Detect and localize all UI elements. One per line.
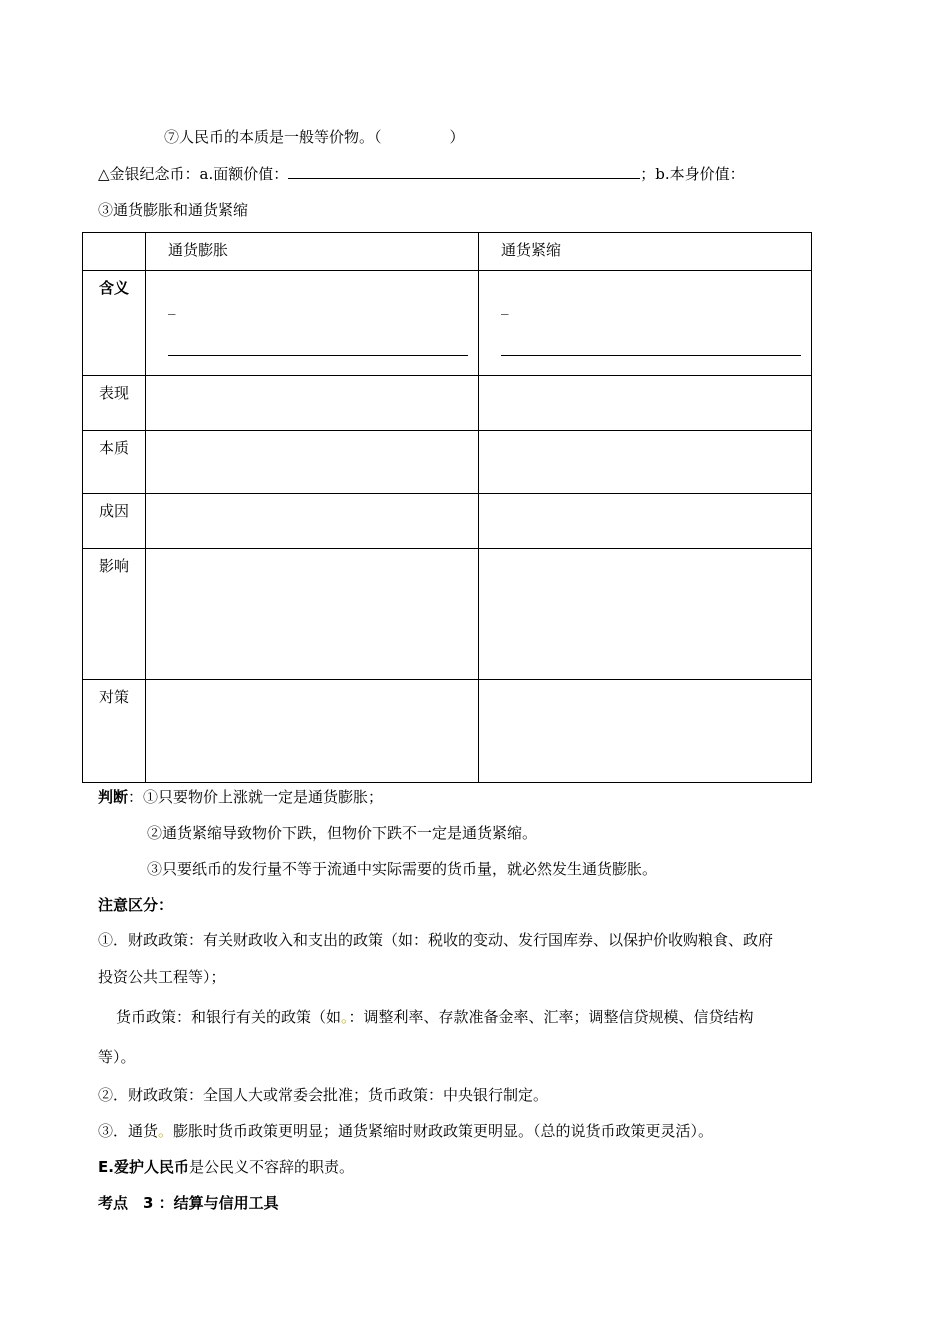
- row-label-meaning: 含义: [99, 279, 130, 297]
- judge-item-3: ③只要纸币的发行量不等于流通中实际需要的货币量，就必然发生通货膨胀。: [147, 860, 658, 878]
- notes-title: 注意区分：: [98, 896, 174, 914]
- row-label-cell: [83, 271, 146, 376]
- coin-face-value-blank[interactable]: [288, 164, 640, 179]
- notes-p2-dot: 。: [341, 1008, 349, 1026]
- cause-deflation-cell[interactable]: [479, 494, 812, 549]
- judge-colon: ：: [128, 788, 144, 806]
- table-row: [83, 376, 812, 431]
- question-7: [164, 127, 465, 147]
- row-label-countermeasure: 对策: [99, 688, 130, 706]
- meaning-deflation-blank[interactable]: [501, 355, 801, 356]
- notes-p2-a1: 货币政策：和银行有关的政策（如: [116, 1008, 342, 1026]
- question-7-close: ）: [449, 128, 465, 146]
- header-inflation: 通货膨胀: [168, 241, 229, 259]
- cause-inflation-cell[interactable]: [146, 494, 479, 549]
- row-label-impact: 影响: [99, 557, 130, 575]
- inflation-deflation-table: [82, 232, 812, 783]
- table-row: [83, 271, 812, 376]
- row-label-cell: [83, 376, 146, 431]
- row-label-manifestation: 表现: [99, 384, 130, 402]
- notes-p4-a: ③．通货: [98, 1122, 159, 1140]
- header-deflation-cell: [479, 233, 812, 271]
- manifestation-deflation-cell[interactable]: [479, 376, 812, 431]
- coin-separator: ；b.本身价值：: [640, 165, 745, 183]
- essence-deflation-cell[interactable]: [479, 431, 812, 494]
- row-label-essence: 本质: [99, 439, 130, 457]
- notes-e-rest: 是公民义不容辞的职责。: [188, 1158, 354, 1176]
- meaning-inflation-cell[interactable]: [146, 271, 479, 376]
- table-header-row: [83, 233, 812, 271]
- judge-line-1: [98, 787, 383, 807]
- row-label-cell: [83, 680, 146, 783]
- notes-p2-a2: ：调整利率、存款准备金率、汇率；调整信贷规模、信贷结构: [348, 1008, 754, 1026]
- question-7-text: ⑦人民币的本质是一般等价物。（: [164, 128, 382, 146]
- blank-mark: _: [501, 297, 509, 315]
- manifestation-inflation-cell[interactable]: [146, 376, 479, 431]
- header-empty-cell: [83, 233, 146, 271]
- coin-line: [98, 164, 745, 184]
- table-row: [83, 494, 812, 549]
- meaning-inflation-blank[interactable]: [168, 355, 468, 356]
- row-label-cell: [83, 431, 146, 494]
- notes-p4: [98, 1121, 713, 1141]
- coin-label: △金银纪念币：a.面额价值：: [98, 165, 289, 183]
- row-label-cell: [83, 494, 146, 549]
- notes-p3: ②．财政政策：全国人大或常委会批准；货币政策：中央银行制定。: [98, 1086, 549, 1104]
- notes-p2-a: [116, 1007, 754, 1027]
- header-deflation: 通货紧缩: [501, 241, 562, 259]
- table-row: [83, 680, 812, 783]
- countermeasure-deflation-cell[interactable]: [479, 680, 812, 783]
- judge-item-2: ②通货紧缩导致物价下跌，但物价下跌不一定是通货紧缩。: [147, 824, 538, 842]
- notes-e-bold: E.爱护人民币: [98, 1158, 189, 1176]
- notes-p1-b: 投资公共工程等）；: [98, 968, 226, 986]
- notes-p4-b: 膨胀时货币政策更明显；通货紧缩时财政政策更明显。（总的说货币政策更灵活）。: [173, 1122, 714, 1140]
- header-inflation-cell: [146, 233, 479, 271]
- notes-e-line: [98, 1157, 354, 1177]
- section-3-title: ③通货膨胀和通货紧缩: [98, 201, 249, 219]
- notes-p4-dot: 。: [158, 1122, 174, 1140]
- row-label-cause: 成因: [99, 502, 130, 520]
- kaodian-3-title: 考点 3 ：结算与信用工具: [98, 1194, 279, 1212]
- judge-item-1: ①只要物价上涨就一定是通货膨胀；: [143, 788, 384, 806]
- impact-deflation-cell[interactable]: [479, 549, 812, 680]
- table-row: [83, 549, 812, 680]
- meaning-deflation-cell[interactable]: [479, 271, 812, 376]
- countermeasure-inflation-cell[interactable]: [146, 680, 479, 783]
- notes-p1-a: ①．财政政策：有关财政收入和支出的政策（如：税收的变动、发行国库券、以保护价收购粮食、政府: [98, 931, 774, 949]
- notes-p2-b: 等）。: [98, 1048, 136, 1066]
- blank-mark: _: [168, 297, 176, 315]
- table-row: [83, 431, 812, 494]
- essence-inflation-cell[interactable]: [146, 431, 479, 494]
- impact-inflation-cell[interactable]: [146, 549, 479, 680]
- row-label-cell: [83, 549, 146, 680]
- judge-label: 判断: [98, 788, 129, 806]
